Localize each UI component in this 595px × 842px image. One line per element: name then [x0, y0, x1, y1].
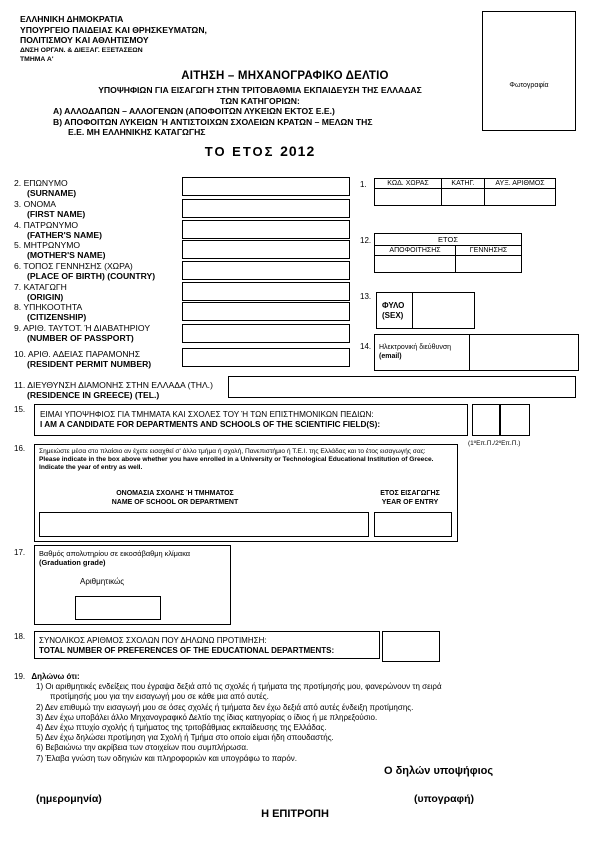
declarant-label: Ο δηλών υποψήφιος: [384, 765, 494, 777]
place-of-birth-input[interactable]: [182, 261, 350, 280]
year-header: ΕΤΟΣ: [375, 234, 522, 246]
year-of-entry-header: ΕΤΟΣ ΕΙΣΑΓΩΓΗΣ YEAR OF ENTRY: [380, 490, 440, 506]
header-line: ΔΝΣΗ ΟΡΓΑΝ. & ΔΙΕΞΑΓ. ΕΞΕΤΑΣΕΩΝ: [20, 46, 143, 54]
email-input[interactable]: [469, 334, 579, 371]
committee-label: Η ΕΠΙΤΡΟΠΗ: [261, 808, 329, 820]
declaration-item: 6) Βεβαιώνω την ακρίβεια των στοιχείων που συμπλήρωσα.: [36, 743, 249, 753]
serial-number-input[interactable]: [485, 189, 556, 206]
total-preferences-input[interactable]: [382, 631, 440, 662]
field-mother-name-label: 5. ΜΗΤΡΩΝΥΜΟ (MOTHER'S NAME): [14, 240, 106, 260]
residence-label: 11. ΔΙΕΥΘΥΝΣΗ ΔΙΑΜΟΝΗΣ ΣΤΗΝ ΕΛΛΑΔΑ (ΤΗΛ.) (RESIDENCE IN GREECE) (TEL.): [14, 380, 213, 400]
graduation-year-header: ΑΠΟΦΟΙΤΗΣΗΣ: [375, 246, 456, 256]
country-code-input[interactable]: [375, 189, 442, 206]
field-15-number: 15.: [14, 405, 26, 414]
form-title: ΑΙΤΗΣΗ – ΜΗΧΑΝΟΓΡΑΦΙΚΟ ΔΕΛΤΙΟ: [181, 70, 389, 82]
form-year: [150, 143, 370, 159]
candidate-field-box: [34, 404, 468, 436]
surname-input[interactable]: [182, 177, 350, 196]
declaration-item: 5) Δεν έχω δηλώσει προτίμηση για Σχολή ή Τμήμα στο οποίο είμαι ήδη σπουδαστής.: [36, 733, 334, 743]
field-13-number: 13.: [360, 292, 372, 301]
graduation-grade-label: Βαθμός απολυτηρίου σε εικοσάβαθμη κλίμακα (Graduation grade): [39, 549, 191, 567]
resident-permit-input[interactable]: [182, 348, 350, 367]
year-table: [374, 233, 522, 273]
photo-label: Φωτογραφία: [509, 82, 549, 89]
field-14-number: 14.: [360, 342, 372, 351]
email-label: Ηλεκτρονική διεύθυνση (email): [379, 344, 452, 360]
year-of-entry-input[interactable]: [374, 512, 452, 537]
previous-enrolment-instruction: Σημειώστε μέσα στο πλαίσιο αν έχετε εισαχθεί σ' άλλο τμήμα ή σχολή, Πανεπιστήμιο ή Τ.Ε.Ι. της Ελλάδας και το έτος εισαγωγής σας: Please indicate in the box above whether you have enrolled in a University or Technological Educational Institution of Greece. Indicate the year of entry as well.: [39, 448, 434, 471]
sex-label: ΦΥΛΟ (SEX): [382, 301, 405, 320]
grade-numeric-label: Αριθμητικώς: [80, 577, 125, 586]
field-passport-label: 9. ΑΡΙΘ. ΤΑΥΤΟΤ. Ή ΔΙΑΒΑΤΗΡΙΟΥ (NUMBER OF PASSPORT): [14, 323, 151, 343]
school-name-input[interactable]: [39, 512, 369, 537]
origin-input[interactable]: [182, 282, 350, 301]
declaration-item: 2) Δεν επιθυμώ την εισαγωγή μου σε όσες σχολές ή τμήματα δεν έχω δεξιά από αυτές ένδειξη προτίμησης.: [36, 702, 414, 712]
country-code-header: ΚΩΔ. ΧΩΡΑΣ: [375, 179, 442, 189]
declaration-section: [14, 672, 574, 764]
declaration-item: 4) Δεν έχω πτυχίο σχολής ή τμήματος της τριτοβάθμιας εκπαίδευσης της Ελλάδας.: [36, 723, 327, 733]
first-name-input[interactable]: [182, 199, 350, 218]
sex-input[interactable]: [412, 292, 475, 329]
scientific-field-1-input[interactable]: [472, 404, 500, 436]
field-16-number: 16.: [14, 444, 26, 453]
serial-number-header: ΑΥΞ. ΑΡΙΘΜΟΣ: [485, 179, 556, 189]
sex-box: [376, 292, 474, 329]
birth-year-header: ΓΕΝΝΗΣΗΣ: [456, 246, 522, 256]
birth-year-input[interactable]: [456, 256, 522, 273]
mother-name-input[interactable]: [182, 240, 350, 259]
header-line: ΤΜΗΜΑ Α': [20, 55, 54, 63]
subtitle-line: ΤΩΝ ΚΑΤΗΓΟΡΙΩΝ:: [220, 95, 300, 106]
total-preferences-box: [34, 631, 380, 659]
total-preferences-label: ΣΥΝΟΛΙΚΟΣ ΑΡΙΘΜΟΣ ΣΧΟΛΩΝ ΠΟΥ ΔΗΛΩΝΩ ΠΡΟΤΙΜΗΣΗ: TOTAL NUMBER OF PREFERENCES OF THE EDUCATIONAL DEPARTMENTS:: [39, 636, 335, 655]
field-citizenship-label: 8. ΥΠΗΚΟΟΤΗΤΑ (CITIZENSHIP): [14, 302, 87, 322]
field-first-name-label: 3. ΟΝΟΜΑ (FIRST NAME): [14, 199, 86, 219]
year-value: 2012: [280, 143, 316, 159]
subtitle-line: Β) ΑΠΟΦΟΙΤΩΝ ΛΥΚΕΙΩΝ Ή ΑΝΤΙΣΤΟΙΧΩΝ ΣΧΟΛΕΙΩΝ ΚΡΑΤΩΝ – ΜΕΛΩΝ ΤΗΣ: [53, 116, 373, 127]
graduation-year-input[interactable]: [375, 256, 456, 273]
email-box: [374, 334, 578, 371]
form-subtitle: [40, 85, 480, 138]
subtitle-line: ΥΠΟΨΗΦΙΩΝ ΓΙΑ ΕΙΣΑΓΩΓΗ ΣΤΗΝ ΤΡΙΤΟΒΑΘΜΙΑ ΕΚΠΑΙΔΕΥΣΗ ΤΗΣ ΕΛΛΑΔΑΣ: [98, 85, 422, 95]
scientific-field-2-input[interactable]: [500, 404, 530, 436]
previous-enrolment-box: [34, 444, 458, 542]
date-label: (ημερομηνία): [36, 793, 102, 805]
field-18-number: 18.: [14, 632, 26, 641]
subtitle-line: Ε.Ε. ΜΗ ΕΛΛΗΝΙΚΗΣ ΚΑΤΑΓΩΓΗΣ: [68, 127, 206, 137]
declaration-item: 7) Έλαβα γνώση των οδηγιών και πληροφοριών και υπογράφω το παρόν.: [36, 753, 298, 763]
field-surname-label: 2. ΕΠΩΝΥΜΟ (SURNAME): [14, 178, 77, 198]
field-father-name-label: 4. ΠΑΤΡΩΝΥΜΟ (FATHER'S NAME): [14, 220, 102, 240]
header-line: ΥΠΟΥΡΓΕΙΟ ΠΑΙΔΕΙΑΣ ΚΑΙ ΘΡΗΣΚΕΥΜΑΤΩΝ,: [20, 24, 207, 35]
header-line: ΕΛΛΗΝΙΚΗ ΔΗΜΟΚΡΑΤΙΑ: [20, 14, 124, 24]
field-19-number: 19.: [14, 672, 26, 681]
grade-numeric-input[interactable]: [75, 596, 161, 620]
ministry-header: [20, 14, 207, 64]
declaration-item: 3) Δεν έχω υποβάλει άλλο Μηχανογραφικό Δελτίο της ίδιας κατηγορίας ο ίδιος ή με πληρεξούσιο.: [36, 712, 378, 722]
field-12-number: 12.: [360, 236, 372, 245]
declaration-item: 1) Οι αριθμητικές ενδείξεις που έγραψα δεξιά από τις σχολές ή τμήματα της προτίμησής μου, φανερώνουν τη σειρά: [36, 682, 442, 692]
field-origin-label: 7. ΚΑΤΑΓΩΓΗ (ORIGIN): [14, 282, 67, 302]
year-prefix: ΤΟ ΕΤΟΣ: [204, 144, 275, 159]
declaration-heading: Δηλώνω ότι:: [31, 672, 80, 681]
school-name-header: ΟΝΟΜΑΣΙΑ ΣΧΟΛΗΣ Ή ΤΜΗΜΑΤΟΣ NAME OF SCHOOL OR DEPARTMENT: [111, 490, 239, 506]
category-header: ΚΑΤΗΓ.: [442, 179, 485, 189]
field-place-of-birth-label: 6. ΤΟΠΟΣ ΓΕΝΝΗΣΗΣ (ΧΩΡΑ) (PLACE OF BIRTH) (COUNTRY): [14, 261, 156, 281]
field-resident-permit-label: 10. ΑΡΙΘ. ΑΔΕΙΑΣ ΠΑΡΑΜΟΝΗΣ (RESIDENT PERMIT NUMBER): [14, 349, 152, 369]
category-input[interactable]: [442, 189, 485, 206]
passport-input[interactable]: [182, 324, 350, 343]
residence-input[interactable]: [228, 376, 576, 398]
header-line: ΠΟΛΙΤΙΣΜΟΥ ΚΑΙ ΑΘΛΗΤΙΣΜΟΥ: [20, 35, 149, 45]
field-17-number: 17.: [14, 548, 26, 557]
candidate-field-label: ΕΙΜΑΙ ΥΠΟΨΗΦΙΟΣ ΓΙΑ ΤΜΗΜΑΤΑ ΚΑΙ ΣΧΟΛΕΣ ΤΟΥ Ή ΤΩΝ ΕΠΙΣΤΗΜΟΝΙΚΩΝ ΠΕΔΙΩΝ: I AM A CANDIDATE FOR DEPARTMENTS AND SCHOOLS OF THE SCIENTIFIC FIELD(S):: [40, 410, 381, 429]
subtitle-line: Α) ΑΛΛΟΔΑΠΩΝ – ΑΛΛΟΓΕΝΩΝ (ΑΠΟΦΟΙΤΩΝ ΛΥΚΕΙΩΝ ΕΚΤΟΣ Ε.Ε.): [53, 106, 335, 116]
father-name-input[interactable]: [182, 220, 350, 239]
declaration-item: προτίμησής μου για την εισαγωγή μου σε κάθε μια από αυτές.: [50, 692, 269, 702]
field-1-number: 1.: [360, 180, 367, 189]
registration-code-table: [374, 178, 556, 206]
scientific-field-note: (1ºΕπ.Π./2ºΕπ.Π.): [468, 440, 521, 447]
citizenship-input[interactable]: [182, 302, 350, 321]
photo-box[interactable]: [482, 11, 576, 131]
signature-label: (υπογραφή): [414, 793, 474, 805]
graduation-grade-box: [34, 545, 231, 625]
